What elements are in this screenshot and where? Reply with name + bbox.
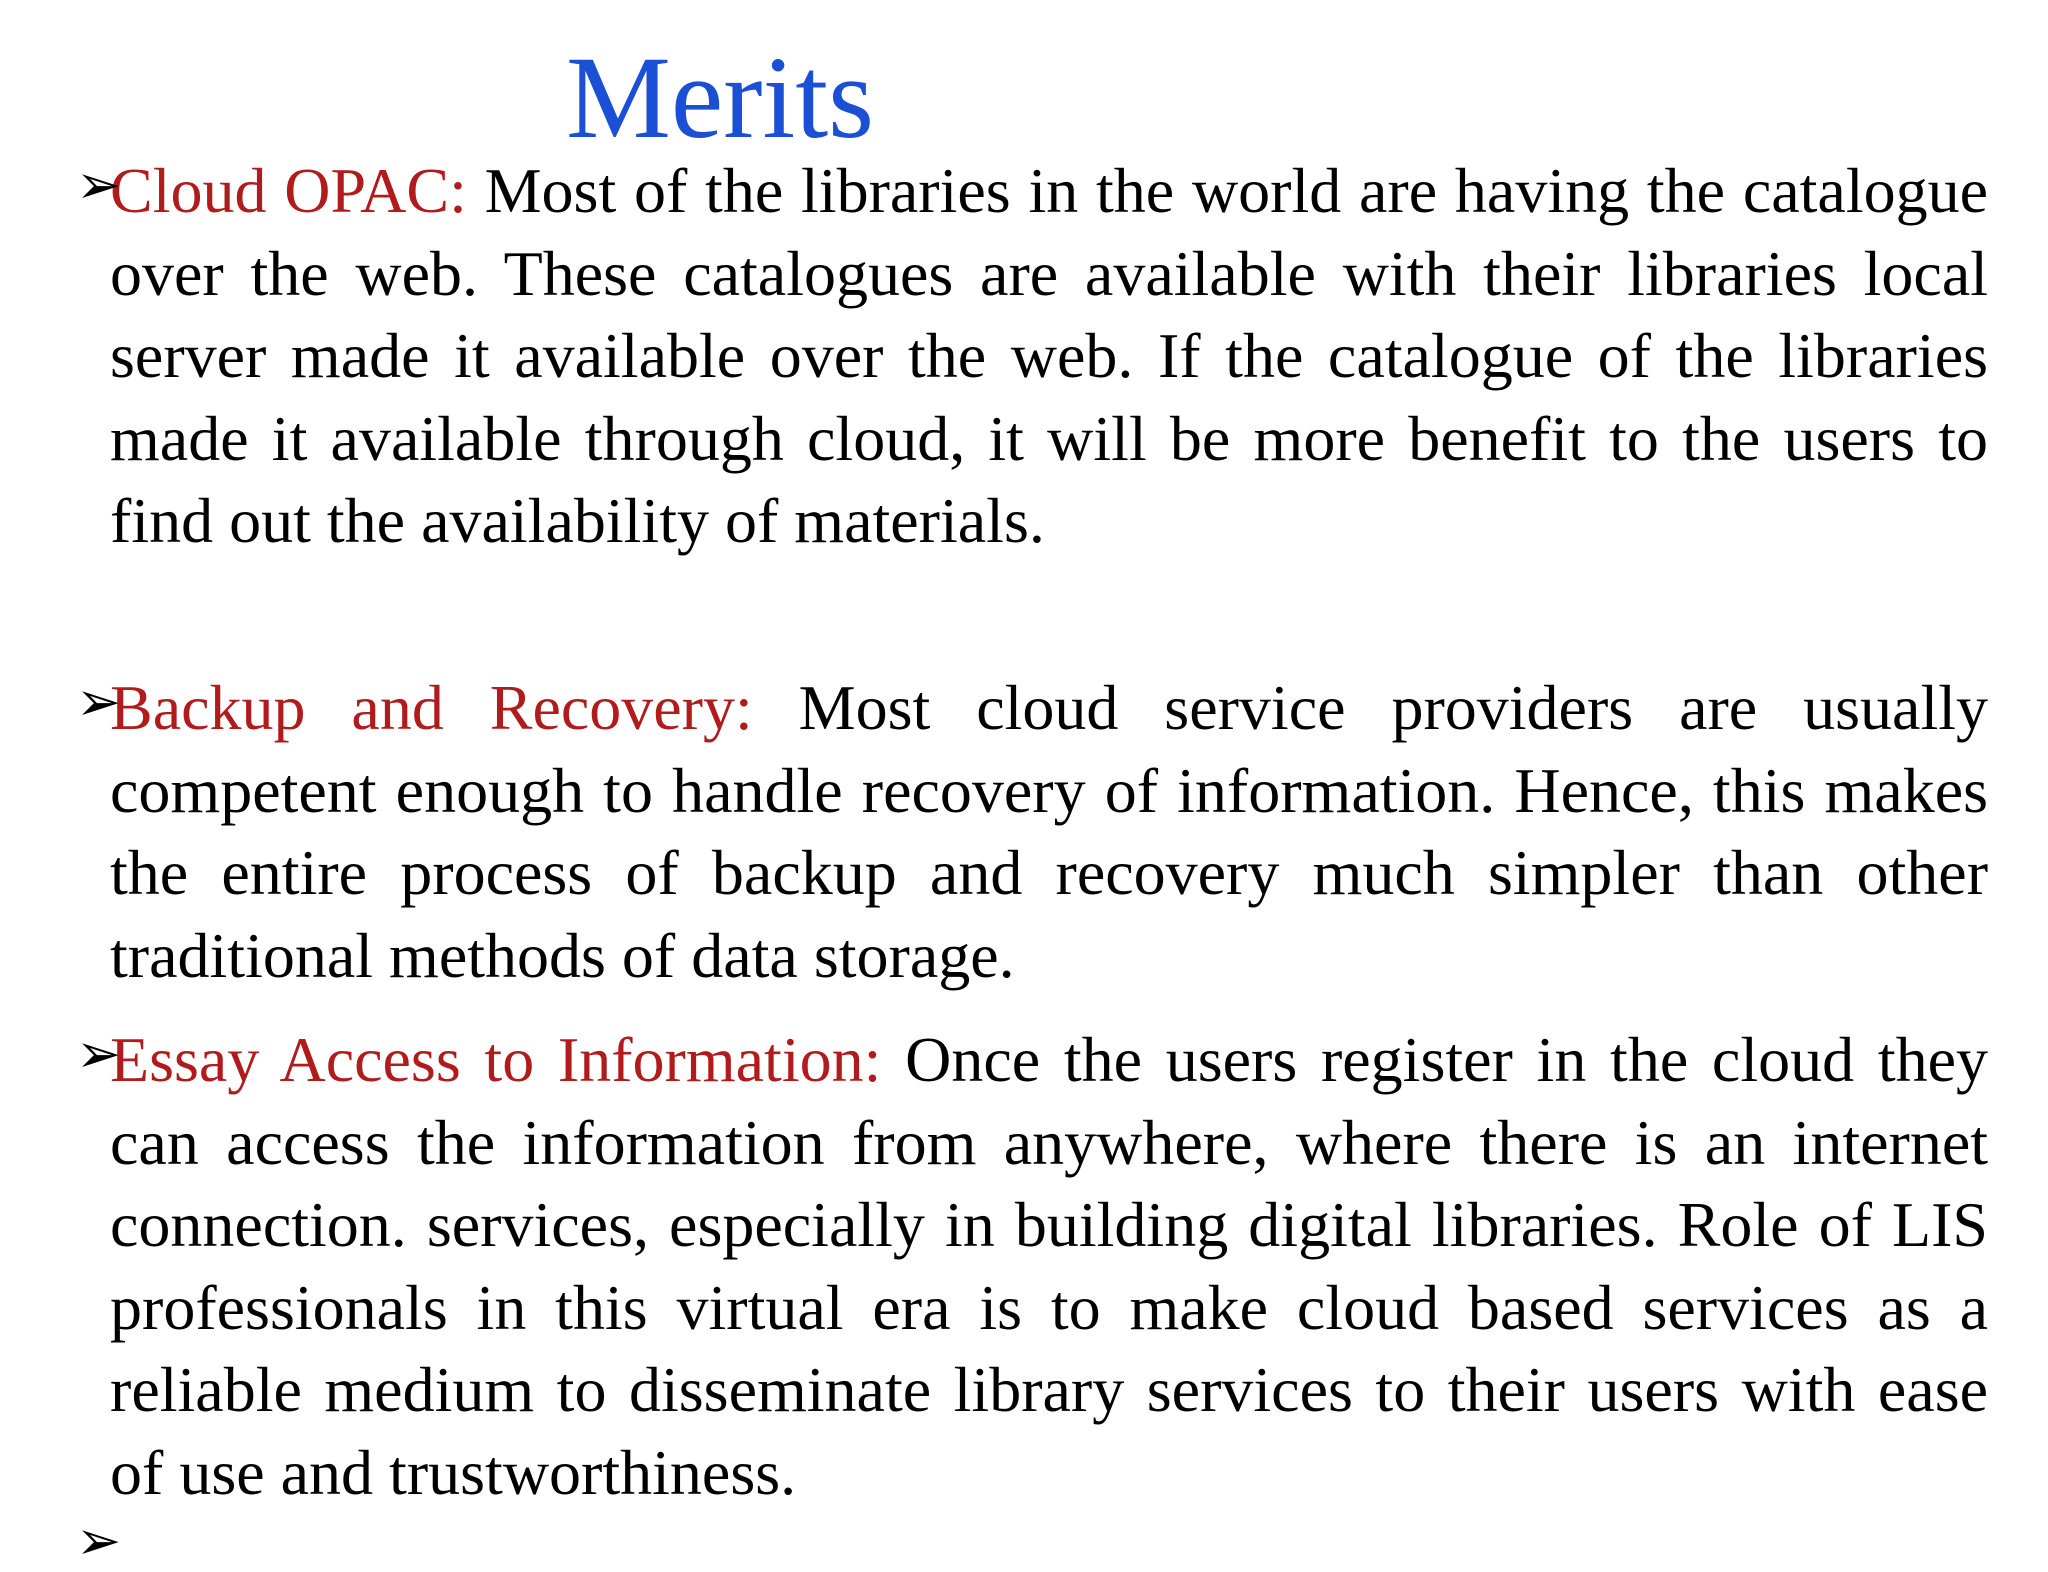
- bullet-item-backup-recovery: [76, 667, 1988, 997]
- arrowhead-bullet-icon: ➢: [76, 153, 122, 216]
- bullet-item-cloud-opac: [76, 150, 1988, 645]
- bullet-text: Most cloud service providers are usually competent enough to handle recovery of information. Hence, this makes the entire process of backup and recovery much simpler than other traditional methods of data storage.: [110, 672, 1988, 991]
- bullet-heading: Essay Access to Information:: [110, 1024, 906, 1095]
- arrowhead-bullet-icon: ➢: [76, 1022, 122, 1085]
- bullet-heading: Cloud OPAC:: [110, 155, 485, 226]
- arrowhead-bullet-icon: ➢: [76, 670, 122, 733]
- bullet-heading: Backup and Recovery:: [110, 672, 799, 743]
- bullet-text: Once the users register in the cloud they can access the information from anywhere, where there is an internet connection. services, especially in building digital libraries. Role of LIS professionals in this virtual era is to make cloud based services as a reliable medium to disseminate library services to their users with ease of use and trustworthiness.: [110, 1024, 1989, 1508]
- bullet-item-access-information: [76, 1019, 1988, 1514]
- slide-title: Merits: [565, 32, 875, 163]
- bullet-text: Most of the libraries in the world are having the catalogue over the web. These catalogues are available with their libraries local server made it available over the web. If the catalogue of the libraries made it available through cloud, it will be more benefit to the users to find out the availability of materials.: [110, 155, 1989, 556]
- arrowhead-bullet-icon: ➢: [76, 1509, 122, 1572]
- bullet-list: [76, 150, 1988, 1514]
